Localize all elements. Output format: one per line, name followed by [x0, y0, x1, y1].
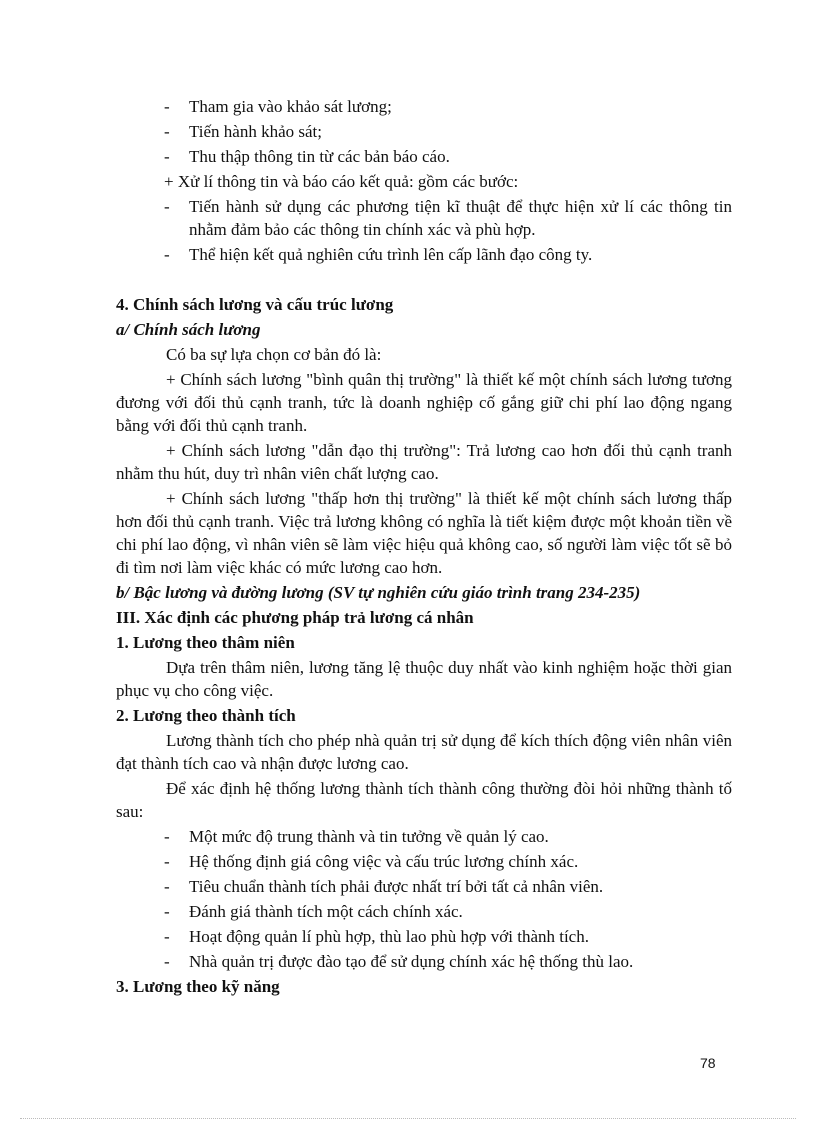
heading-seniority-pay: 1. Lương theo thâm niên: [116, 633, 295, 652]
section-heading-4: 4. Chính sách lương và cấu trúc lương: [116, 295, 394, 314]
dash-mark: -: [164, 927, 170, 946]
page-number: 78: [700, 1055, 716, 1071]
list-item: [164, 195, 732, 241]
list-item-text: Nhà quản trị được đào tạo để sử dụng chính xác hệ thống thù lao.: [189, 952, 634, 971]
page-content: [116, 95, 732, 1000]
spacer: [116, 268, 732, 293]
heading-skill-pay: 3. Lương theo kỹ năng: [116, 977, 280, 996]
list-item-text: Tiêu chuẩn thành tích phải được nhất trí bởi tất cả nhân viên.: [189, 877, 604, 896]
list-item: [164, 95, 732, 118]
list-item-text: Hệ thống định giá công việc và cấu trúc lương chính xác.: [189, 852, 579, 871]
section-heading-iii: III. Xác định các phương pháp trả lương cá nhân: [116, 608, 474, 627]
paragraph: Dựa trên thâm niên, lương tăng lệ thuộc duy nhất vào kinh nghiệm hoặc thời gian phục vụ cho công việc.: [116, 658, 732, 700]
list-item-text: Tham gia vào khảo sát lương;: [189, 97, 392, 116]
list-item: [164, 243, 732, 266]
list-item: [164, 825, 732, 848]
list-item-text: Hoạt động quản lí phù hợp, thù lao phù hợp với thành tích.: [189, 927, 589, 946]
list-item-text: Thu thập thông tin từ các bản báo cáo.: [189, 147, 450, 166]
list-item: [164, 120, 732, 143]
list-item-text: Tiến hành khảo sát;: [189, 122, 323, 141]
paragraph: Để xác định hệ thống lương thành tích thành công thường đòi hỏi những thành tố sau:: [116, 779, 732, 821]
list-item-text: Đánh giá thành tích một cách chính xác.: [189, 902, 463, 921]
list-item: [164, 145, 732, 168]
dash-mark: -: [164, 902, 170, 921]
plus-item: + Xử lí thông tin và báo cáo kết quả: gồm các bước:: [164, 172, 519, 191]
heading-merit-pay: 2. Lương theo thành tích: [116, 706, 296, 725]
list-item: [164, 950, 732, 973]
list-item: [164, 875, 732, 898]
dash-mark: -: [164, 122, 170, 141]
dash-mark: -: [164, 877, 170, 896]
dash-mark: -: [164, 827, 170, 846]
list-item-text: Một mức độ trung thành và tin tưởng về quản lý cao.: [189, 827, 549, 846]
paragraph: Lương thành tích cho phép nhà quản trị sử dụng để kích thích động viên nhân viên đạt thành tích cao và nhận được lương cao.: [116, 731, 732, 773]
list-item-text: Tiến hành sử dụng các phương tiện kĩ thuật để thực hiện xử lí các thông tin nhằm đảm bảo các thông tin chính xác và phù hợp.: [189, 197, 732, 239]
dash-mark: -: [164, 147, 170, 166]
page-bottom-divider: [20, 1118, 796, 1119]
dash-mark: -: [164, 852, 170, 871]
list-item: [164, 900, 732, 923]
dash-mark: -: [164, 97, 170, 116]
list-item: [164, 925, 732, 948]
dash-mark: -: [164, 245, 170, 264]
paragraph: + Chính sách lương "dẫn đạo thị trường": Trả lương cao hơn đối thủ cạnh tranh nhằm thu hút, duy trì nhân viên chất lượng cao.: [116, 441, 732, 483]
list-item: [164, 850, 732, 873]
paragraph: Có ba sự lựa chọn cơ bản đó là:: [166, 345, 382, 364]
paragraph: + Chính sách lương "bình quân thị trường" là thiết kế một chính sách lương tương đương với đối thủ cạnh tranh, tức là doanh nghiệp cố gắng giữ chi phí lao động ngang bằng với đối thủ cạnh tranh.: [116, 370, 732, 435]
dash-mark: -: [164, 197, 170, 216]
subheading-b: b/ Bậc lương và đường lương (SV tự nghiên cứu giáo trình trang 234-235): [116, 583, 641, 602]
list-item-text: Thể hiện kết quả nghiên cứu trình lên cấp lãnh đạo công ty.: [189, 245, 593, 264]
subheading-a: a/ Chính sách lương: [116, 320, 261, 339]
dash-mark: -: [164, 952, 170, 971]
paragraph: + Chính sách lương "thấp hơn thị trường" là thiết kế một chính sách lương thấp hơn đối thủ cạnh tranh. Việc trả lương không có nghĩa là tiết kiệm được một khoản tiền về chi phí lao động, vì nhân viên sẽ làm việc hiệu quả không cao, số người làm việc tốt sẽ bỏ đi tìm nơi làm việc khác có mức lương cao hơn.: [116, 489, 732, 577]
